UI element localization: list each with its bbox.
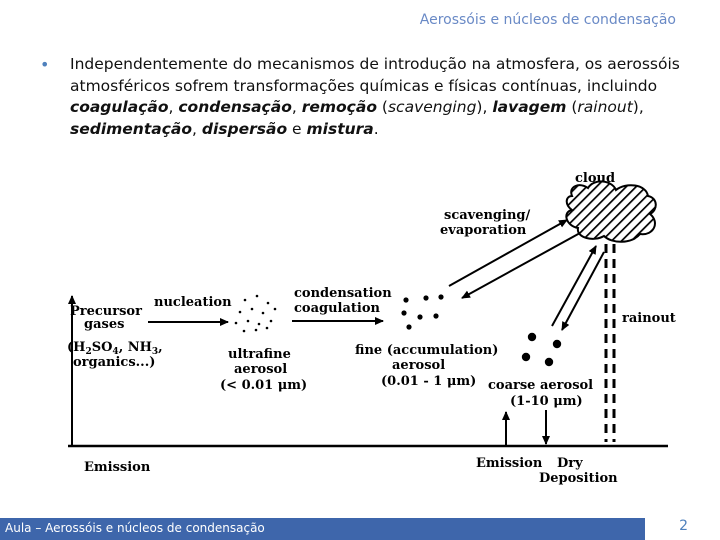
bullet-text-part: Independentemente do mecanismos de introdução na atmosfera, os aerossóis atmosféricos sofrem transformações químicas e físicas contínuas, incluindo (70, 55, 680, 95)
footer-text: Aula – Aerossóis e núcleos de condensação (5, 521, 265, 535)
label-fine: fine (accumulation) (355, 343, 499, 358)
label-fine-size: (0.01 - 1 μm) (381, 374, 477, 389)
bullet-paren: ( (566, 98, 578, 116)
term-dispersao: dispersão (201, 119, 288, 138)
label-evaporation: evaporation (440, 223, 527, 238)
label-scavenging: scavenging/ (444, 208, 531, 223)
label-fine-aerosol: aerosol (392, 358, 446, 373)
label-precursor: Precursor (70, 304, 142, 319)
arrow-cloud-to-coarse (562, 252, 604, 330)
term-lavagem: lavagem (492, 98, 567, 116)
label-organics: organics...) (73, 355, 156, 370)
term-coagulacao: coagulação (70, 98, 169, 116)
term-rainout: rainout (577, 98, 633, 116)
label-gases: gases (84, 317, 125, 332)
label-rainout: rainout (622, 311, 676, 326)
ultrafine-particles (235, 295, 277, 333)
term-condensacao: condensação (178, 98, 292, 116)
label-cloud: cloud (575, 171, 616, 186)
arrow-coarse-to-cloud (552, 246, 596, 326)
coarse-particles (522, 333, 561, 366)
bullet-separator: , (168, 98, 179, 116)
bullet-paren: ), (632, 98, 644, 116)
term-scavenging: scavenging (387, 98, 477, 116)
label-coarse: coarse aerosol (488, 378, 594, 393)
bullet-end: . (373, 119, 379, 138)
label-ultrafine-size: (< 0.01 μm) (220, 378, 308, 393)
page-number: 2 (679, 518, 688, 534)
bullet-separator: , (291, 98, 302, 116)
label-coarse-size: (1-10 μm) (510, 394, 583, 409)
label-precursor-formula: ($H_2SO_4$, $NH_3$, (67, 340, 163, 357)
label-ultrafine: ultrafine (228, 347, 291, 362)
bullet-paren: ( (376, 98, 388, 116)
bullet-conjunction: e (287, 119, 307, 138)
bullet-dot-icon: • (40, 55, 50, 74)
footer-bar (0, 518, 645, 540)
term-remocao: remoção (301, 98, 377, 116)
fine-particles (401, 294, 443, 329)
label-deposition: Deposition (539, 471, 618, 486)
term-sedimentacao: sedimentação (70, 119, 193, 138)
label-emission-left: Emission (84, 460, 151, 475)
slide-header: Aerossóis e núcleos de condensação (419, 12, 676, 28)
bullet-separator: , (192, 119, 202, 138)
arrow-cloud-to-fine (462, 233, 580, 298)
bullet-paren: ), (476, 98, 493, 116)
label-emission-right: Emission (476, 456, 543, 471)
label-dry: Dry (557, 456, 583, 471)
label-condensation: condensation (294, 286, 392, 301)
label-nucleation: nucleation (154, 295, 232, 310)
label-ultrafine-aerosol: aerosol (234, 362, 288, 377)
label-coagulation: coagulation (294, 301, 380, 316)
term-mistura: mistura (306, 119, 374, 138)
